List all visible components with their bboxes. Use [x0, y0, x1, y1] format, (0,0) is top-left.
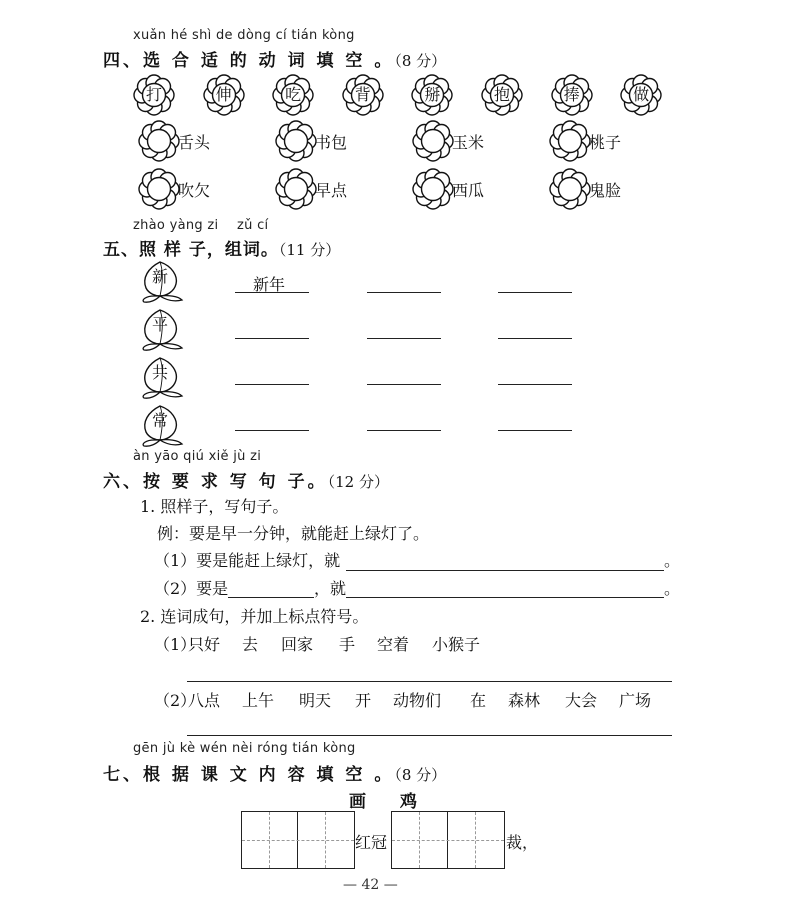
s5-title — [103, 235, 340, 260]
flower-icon — [138, 120, 180, 162]
page-number: — 42 — — [343, 877, 398, 893]
word-token: 开 — [355, 691, 372, 710]
s7-pinyin: gēn jù kè wén nèi róng tián kòng — [133, 741, 356, 756]
word-answer-line[interactable] — [498, 292, 572, 293]
flower-icon — [412, 168, 454, 210]
q1-a-end: 。 — [664, 551, 681, 570]
s4-pinyin: xuǎn hé shì de dòng cí tián kòng — [133, 28, 355, 43]
verb-char: 打 — [145, 85, 162, 104]
word-answer-line[interactable] — [367, 384, 441, 385]
s5-pinyin-2: zǔ cí — [237, 218, 269, 233]
object-word: 鬼脸 — [589, 181, 622, 200]
verb-flower — [620, 74, 662, 116]
s6-title — [103, 467, 389, 492]
s4-points: （8 分） — [394, 52, 447, 70]
verb-char: 吃 — [285, 85, 302, 104]
word-token: 空着 — [377, 635, 410, 654]
poem-end-text: 裁， — [506, 833, 539, 852]
q2-b-label: （2） — [154, 691, 197, 710]
verb-flower — [342, 74, 384, 116]
s7-points: （8 分） — [394, 766, 447, 784]
verb-flower — [133, 74, 175, 116]
grid-guide — [392, 840, 504, 841]
word-token: 手 — [339, 635, 356, 654]
word-token: 上午 — [242, 691, 275, 710]
q1-b-answer-line-2[interactable] — [346, 597, 664, 598]
flower-icon — [549, 120, 591, 162]
grid-guide — [269, 812, 270, 868]
object-word: 吹欠 — [178, 181, 211, 200]
object-word: 舌头 — [178, 133, 211, 152]
s5-title-text: 五、照 样 子，组词。 — [103, 240, 279, 260]
verb-char: 捧 — [563, 85, 580, 104]
blank-flower[interactable] — [549, 168, 591, 210]
s4-title-text: 四、选 合 适 的 动 词 填 空 。 — [103, 51, 395, 71]
grid-guide — [242, 840, 354, 841]
flower-icon — [275, 168, 317, 210]
s4-title — [103, 46, 446, 71]
object-word: 早点 — [315, 181, 348, 200]
poem-mid-text: 红冠 — [355, 833, 388, 852]
s6-points: （12 分） — [327, 473, 389, 491]
blank-flower[interactable] — [412, 120, 454, 162]
q1-b-end: 。 — [664, 579, 681, 598]
q1-example: 例：要是早一分钟，就能赶上绿灯了。 — [157, 524, 430, 543]
blank-flower[interactable] — [138, 120, 180, 162]
blank-flower[interactable] — [138, 168, 180, 210]
blank-flower[interactable] — [275, 168, 317, 210]
peach-char-badge — [140, 258, 186, 304]
q2-instruction: 2. 连词成句，并加上标点符号。 — [140, 607, 369, 626]
peach-char-badge — [140, 306, 186, 352]
flower-icon — [549, 168, 591, 210]
word-answer-line[interactable] — [235, 430, 309, 431]
peach-char: 平 — [151, 315, 168, 334]
s5-points: （11 分） — [278, 241, 341, 259]
word-token: 在 — [470, 691, 487, 710]
q1-b-mid: ，就 — [314, 579, 347, 598]
verb-char: 抱 — [493, 85, 510, 104]
word-answer-line[interactable] — [367, 292, 441, 293]
word-answer-line[interactable] — [367, 430, 441, 431]
verb-flower — [203, 74, 245, 116]
blank-flower[interactable] — [549, 120, 591, 162]
grid-guide — [475, 812, 476, 868]
s6-pinyin: àn yāo qiú xiě jù zi — [133, 449, 262, 464]
word-answer-line[interactable] — [367, 338, 441, 339]
peach-char: 新 — [151, 267, 168, 286]
word-token: 动物们 — [393, 691, 442, 710]
word-token: 大会 — [565, 691, 598, 710]
s5-pinyin-1: zhào yàng zi — [133, 218, 219, 233]
q1-a-answer-line[interactable] — [346, 570, 664, 571]
object-word: 桃子 — [589, 133, 622, 152]
q1-b-answer-line-1[interactable] — [228, 597, 314, 598]
s7-title — [103, 760, 446, 785]
grid-guide — [325, 812, 326, 868]
word-token: 小猴子 — [432, 635, 481, 654]
peach-char-badge — [140, 402, 186, 448]
flower-icon — [138, 168, 180, 210]
verb-char: 背 — [354, 85, 371, 104]
verb-flower — [411, 74, 453, 116]
word-token: 只好 — [188, 635, 221, 654]
verb-flower — [272, 74, 314, 116]
verb-flower — [551, 74, 593, 116]
s6-title-text: 六、按 要 求 写 句 子。 — [103, 472, 328, 492]
word-answer-line[interactable] — [498, 384, 572, 385]
verb-char: 做 — [633, 85, 650, 104]
object-word: 书包 — [315, 133, 348, 152]
word-answer-line[interactable] — [498, 338, 572, 339]
blank-flower[interactable] — [275, 120, 317, 162]
word-token: 广场 — [619, 691, 652, 710]
word-answer-line[interactable] — [235, 384, 309, 385]
verb-char: 掰 — [424, 85, 441, 104]
q1-a-prefix: （1）要是能赶上绿灯，就 — [154, 551, 341, 570]
flower-icon — [412, 120, 454, 162]
q1-b-prefix: （2）要是 — [154, 579, 229, 598]
grid-guide — [419, 812, 420, 868]
q2-b-answer-line[interactable] — [187, 735, 672, 736]
object-word: 玉米 — [452, 133, 485, 152]
peach-char-badge — [140, 354, 186, 400]
q2-a-answer-line[interactable] — [187, 681, 672, 682]
word-token: 回家 — [281, 635, 314, 654]
writing-grid-1[interactable] — [241, 811, 355, 869]
poem-title: 画 鸡 — [349, 792, 417, 812]
verb-char: 伸 — [215, 85, 232, 104]
q2-a-label: （1） — [154, 635, 197, 654]
peach-char: 共 — [151, 363, 168, 382]
word-answer-line[interactable] — [498, 430, 572, 431]
object-word: 西瓜 — [452, 181, 485, 200]
verb-flower — [481, 74, 523, 116]
s7-title-text: 七、根 据 课 文 内 容 填 空 。 — [103, 765, 395, 785]
writing-grid-2[interactable] — [391, 811, 505, 869]
word-token: 森林 — [508, 691, 541, 710]
word-token: 八点 — [188, 691, 221, 710]
blank-flower[interactable] — [412, 168, 454, 210]
q1-instruction: 1. 照样子，写句子。 — [140, 497, 289, 516]
example-word: 新年 — [253, 275, 286, 294]
peach-char: 常 — [151, 411, 168, 430]
word-token: 去 — [242, 635, 259, 654]
flower-icon — [275, 120, 317, 162]
word-answer-line[interactable] — [235, 338, 309, 339]
word-token: 明天 — [299, 691, 332, 710]
